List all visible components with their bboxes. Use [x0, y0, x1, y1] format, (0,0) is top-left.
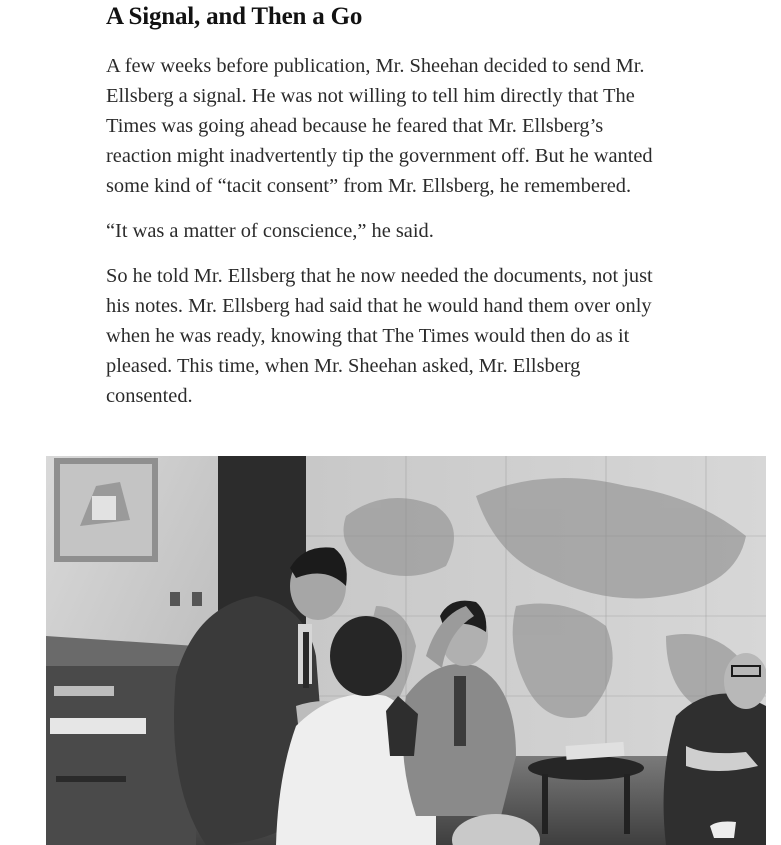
framed-painting — [54, 458, 158, 562]
paragraph-line: consented. — [106, 385, 193, 407]
paragraph — [106, 261, 726, 411]
wall-outlet — [192, 592, 202, 606]
paragraph-line: his notes. Mr. Ellsberg had said that he would hand them over only — [106, 295, 652, 317]
paragraph-line: some kind of “tacit consent” from Mr. Ellsberg, he remembered. — [106, 175, 632, 197]
paragraph-line: “It was a matter of conscience,” he said. — [106, 220, 434, 242]
paragraph-line: Ellsberg a signal. He was not willing to tell him directly that The — [106, 85, 635, 107]
paragraph-line: pleased. This time, when Mr. Sheehan asked, Mr. Ellsberg — [106, 355, 581, 377]
paragraph-line: Times was going ahead because he feared that Mr. Ellsberg’s — [106, 115, 604, 137]
paragraph-line: reaction might inadvertently tip the government off. But he wanted — [106, 145, 653, 167]
paragraph-line: A few weeks before publication, Mr. Sheehan decided to send Mr. — [106, 55, 645, 77]
coffee-cup — [710, 822, 736, 839]
paragraph — [106, 216, 726, 246]
paragraph — [106, 51, 726, 201]
wall-outlet — [170, 592, 180, 606]
paragraph-line: when he was ready, knowing that The Times would then do as it — [106, 325, 630, 347]
paragraph-line: So he told Mr. Ellsberg that he now needed the documents, not just — [106, 265, 653, 287]
section-heading: A Signal, and Then a Go — [106, 3, 363, 30]
article-photo[interactable] — [46, 456, 766, 845]
photo-illustration — [46, 456, 766, 845]
